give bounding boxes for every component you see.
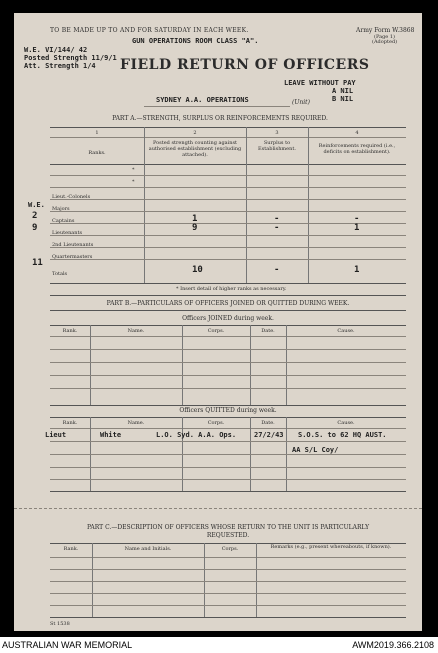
rule [50,569,406,570]
unit-name: SYDNEY A.A. OPERATIONS [156,96,249,104]
rule [50,325,406,326]
part-c-col-rank: Rank. [63,546,79,552]
room-class: GUN OPERATIONS ROOM CLASS "A". [132,37,259,45]
form-sheet [14,13,422,631]
rule [50,349,406,350]
rule [50,362,406,363]
rule [50,467,406,468]
quitted-col-date: Date. [261,420,275,426]
joined-col-cause: Cause. [337,328,355,334]
quitted-note: AA S/L Coy/ [292,446,339,454]
rule [50,417,406,418]
rank-lieut-colonels: Lieut.-Colonels [52,194,91,200]
rule [50,479,406,480]
col-divider [286,325,287,405]
rule [50,491,406,492]
part-c-col-corps: Corps. [221,546,239,552]
col-divider [90,325,91,405]
archive-caption-bar [0,637,438,653]
quitted-cause: S.O.S. to 62 HQ AUST. [298,431,387,439]
rule [50,137,406,138]
perforation-line [14,508,422,509]
rule [50,388,406,389]
rule [50,199,406,200]
lieutenants-posted: 9 [192,223,198,233]
rule [50,441,406,442]
archive-name: AUSTRALIAN WAR MEMORIAL [2,640,133,650]
rule [50,581,406,582]
rule [50,617,406,618]
margin-lieutenants: 9 [32,223,38,233]
leave-without-pay: LEAVE WITHOUT PAY [284,79,356,87]
part-c-col-name: Name and Initials. [124,546,172,552]
rank-2nd-lieutenants: 2nd Lieutenants [52,242,94,248]
col-divider [182,325,183,405]
part-b-heading: PART B.—PARTICULARS OF OFFICERS JOINED OR QUITTED DURING WEEK. [106,300,350,307]
rule [50,336,406,337]
ref-att-strength: Att. Strength 1/4 [24,62,96,70]
form-instruction: TO BE MADE UP TO AND FOR SATURDAY IN EACH WEEK. [50,27,249,34]
joined-col-rank: Rank. [62,328,78,334]
quitted-corps: L.O. Syd. A.A. Ops. [156,431,237,439]
rule [50,175,406,176]
part-c-col-remarks: Remarks (e.g., present whereabouts, if known). [270,544,392,550]
form-adopted: (Adopted) [372,39,398,45]
rank-majors: Majors [52,206,70,212]
rule [50,454,406,455]
rule [50,187,406,188]
print-code: St 1538 [50,621,70,627]
quitted-col-rank: Rank. [62,420,78,426]
col-header-reinforcements: Reinforcements required (i.e., deficits on establishment). [318,143,396,155]
rule [50,283,406,284]
col-header-surplus: Surplus to Establishment. [258,140,296,152]
col-header-posted: Posted strength counting against authorised establishment (excluding attached). [148,140,242,158]
rule [50,310,406,311]
rule [50,259,406,260]
joined-heading: Officers JOINED during week. [182,315,274,322]
col-number: 4 [355,130,359,136]
form-page: (Page 1) [374,34,395,40]
joined-col-corps: Corps. [207,328,225,334]
leave-b: B NIL [332,95,354,103]
quitted-col-corps: Corps. [207,420,225,426]
rule [50,405,406,406]
ref-posted-strength: Posted Strength 11/9/1 [24,54,117,62]
leave-a: A NIL [332,87,354,95]
unit-underline [144,106,290,107]
margin-captains: 2 [32,211,38,221]
rank-totals: Totals [52,271,68,277]
part-a-heading: PART A.—STRENGTH, SURPLUS OR REINFORCEMENTS REQUIRED. [112,115,328,122]
lieutenants-reinforcements: 1 [354,223,360,233]
captains-posted: 1 [192,214,198,224]
margin-we: W.E. [28,201,45,209]
rank-captains: Captains [52,218,75,224]
rule [50,235,406,236]
col-number: 1 [95,130,99,136]
archive-reference: AWM2019.366.2108 [352,640,434,650]
part-c-heading: PART C.—DESCRIPTION OF OFFICERS WHOSE RETURN TO THE UNIT IS PARTICULARLY [86,524,370,531]
ref-we: W.E. VI/144/ 42 [24,46,88,54]
quitted-name: White [100,431,122,439]
rule [50,557,406,558]
margin-total: 11 [32,258,43,268]
quitted-col-name: Name. [127,420,145,426]
total-reinforcements: 1 [354,265,360,275]
rule [50,593,406,594]
rule [50,164,406,165]
quitted-rank: Lieut [45,431,67,439]
rule [50,428,406,429]
form-title: FIELD RETURN OF OFFICERS [120,57,370,73]
captains-reinforcements: - [354,214,360,224]
star-mark: * [132,167,135,173]
rank-quartermasters: Quartermasters [52,254,93,260]
part-c-heading-cont: REQUESTED. [206,532,250,539]
rule [50,223,406,224]
part-a-footnote: * Insert detail of higher ranks as necessary. [176,286,287,292]
captains-surplus: - [274,214,280,224]
total-posted: 10 [192,265,203,275]
rule [50,211,406,212]
joined-col-date: Date. [261,328,275,334]
form-number: Army Form W.3868 [356,27,415,34]
col-divider [250,325,251,405]
joined-col-name: Name. [127,328,145,334]
rank-lieutenants: Lieutenants [52,230,83,236]
rule [50,295,406,296]
quitted-date: 27/2/43 [254,431,284,439]
rule [50,247,406,248]
col-number: 2 [193,130,197,136]
rule [50,127,406,128]
lieutenants-surplus: - [274,223,280,233]
total-surplus: - [274,265,280,275]
rule [50,375,406,376]
rule [50,605,406,606]
quitted-col-cause: Cause. [337,420,355,426]
star-mark: * [132,179,135,185]
col-number: 3 [275,130,279,136]
col-header-ranks: Ranks. [88,150,106,156]
unit-label: (Unit) [292,99,310,106]
quitted-heading: Officers QUITTED during week. [179,407,277,414]
